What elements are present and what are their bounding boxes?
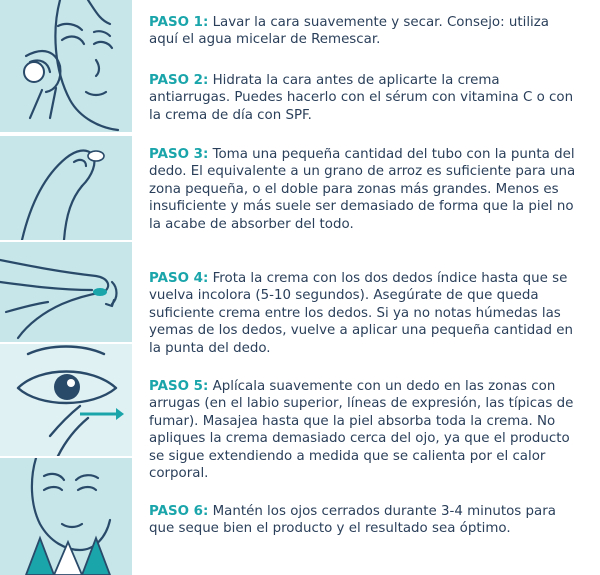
fingers-rub-icon [0, 242, 132, 342]
step-3-text: Toma una pequeña cantidad del tubo con la punta del dedo. El equivalente a un grano de arroz es suficiente para una zona pequeña, o el doble para zonas más grandes. Menos es insuficiente y más suele ser demasiado de forma que la piel no la acabe de absorber del todo. [149, 147, 576, 232]
step-1-text: Lavar la cara suavemente y secar. Consejo: utiliza aquí el agua micelar de Remescar. [149, 15, 550, 48]
step-5 [149, 378, 579, 482]
face-wash-icon [0, 0, 132, 132]
step-4-text: Frota la crema con los dos dedos índice hasta que se vuelva incolora (5-10 segundos). Asegúrate de que queda suficiente crema entre los dedos. Si ya no notas húmedas las yemas de los dedos, vuelve a aplicar una pequeña cantidad en la punta del dedo. [149, 271, 573, 356]
face-fan-icon [0, 458, 132, 575]
step-2-text: Hidrata la cara antes de aplicarte la crema antiarrugas. Puedes hacerlo con el sérum con vitamina C o con la crema de día con SPF. [149, 73, 574, 123]
step-3 [149, 146, 579, 233]
step-4 [149, 270, 579, 357]
fingertip-cream-icon [0, 136, 132, 240]
step-6 [149, 503, 579, 538]
step-3-label: PASO 3: [149, 147, 209, 162]
step-4-label: PASO 4: [149, 271, 209, 286]
step-2-label: PASO 2: [149, 73, 209, 88]
step-6-text: Mantén los ojos cerrados durante 3-4 minutos para que seque bien el producto y el resultado sea óptimo. [149, 504, 556, 537]
eye-apply-icon [0, 344, 132, 456]
step-6-label: PASO 6: [149, 504, 209, 519]
step-1-label: PASO 1: [149, 15, 209, 30]
step-2 [149, 72, 579, 124]
step-5-label: PASO 5: [149, 379, 209, 394]
step-5-text: Aplícala suavemente con un dedo en las zonas con arrugas (en el labio superior, líneas de expresión, las típicas de fumar). Masajea hasta que la piel absorba toda la crema. No apliques la crema demasiado cerca del ojo, ya que el producto se sigue extendiendo a medida que se calienta por el calor corporal. [149, 379, 574, 482]
step-1 [149, 14, 579, 49]
